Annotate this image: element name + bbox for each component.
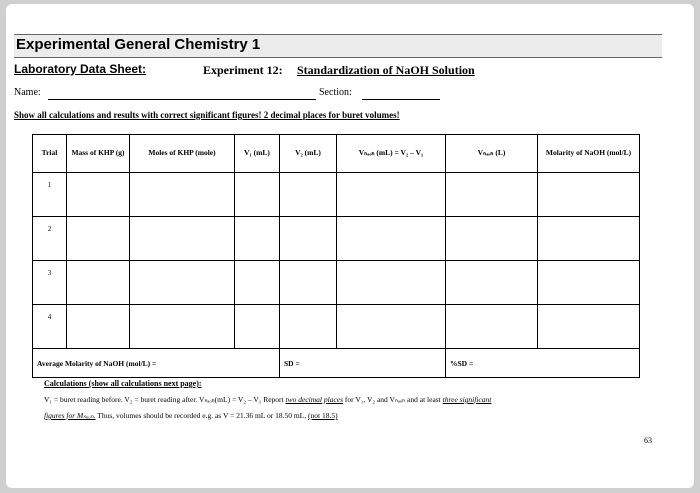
input-cell[interactable] bbox=[130, 261, 235, 305]
course-banner bbox=[14, 34, 662, 58]
calculations-note-line1 bbox=[44, 395, 491, 404]
experiment-label: Experiment 12: bbox=[203, 63, 283, 77]
table-header-row bbox=[33, 135, 640, 173]
section-label: Section: bbox=[319, 87, 352, 98]
input-cell[interactable] bbox=[235, 261, 280, 305]
note-underlined: (not 18.5) bbox=[308, 411, 338, 420]
instruction-text: Show all calculations and results with correct significant figures! 2 decimal places for buret volumes! bbox=[14, 110, 400, 120]
calculations-note-line2 bbox=[44, 411, 338, 420]
input-cell[interactable] bbox=[337, 261, 446, 305]
input-cell[interactable] bbox=[337, 217, 446, 261]
col-header-v2: V₂ (mL) bbox=[280, 135, 337, 173]
name-field[interactable] bbox=[48, 99, 316, 100]
trial-number: 1 bbox=[33, 173, 67, 217]
input-cell[interactable] bbox=[538, 305, 640, 349]
trial-number: 3 bbox=[33, 261, 67, 305]
input-cell[interactable] bbox=[280, 217, 337, 261]
note-emphasis: three significant bbox=[442, 395, 492, 404]
sd-cell[interactable]: SD = bbox=[280, 349, 446, 378]
input-cell[interactable] bbox=[337, 173, 446, 217]
experiment-name: Standardization of NaOH Solution bbox=[297, 63, 475, 77]
course-title: Experimental General Chemistry 1 bbox=[16, 36, 261, 53]
note-text: for V₁, V₂ and Vₙₐₒₕ and at least bbox=[343, 395, 443, 404]
col-header-v1: V₁ (mL) bbox=[235, 135, 280, 173]
input-cell[interactable] bbox=[280, 261, 337, 305]
trial-number: 2 bbox=[33, 217, 67, 261]
summary-row bbox=[33, 349, 640, 378]
input-cell[interactable] bbox=[130, 173, 235, 217]
input-cell[interactable] bbox=[235, 173, 280, 217]
table-row bbox=[33, 305, 640, 349]
note-text: V₁ = buret reading before. V₂ = buret reading after. Vₙₐₒₕ(mL) = V₂ – V₁ Report bbox=[44, 395, 286, 404]
input-cell[interactable] bbox=[235, 305, 280, 349]
col-header-moles-khp: Moles of KHP (mole) bbox=[130, 135, 235, 173]
input-cell[interactable] bbox=[538, 261, 640, 305]
table-row bbox=[33, 173, 640, 217]
name-label: Name: bbox=[14, 87, 41, 98]
note-emphasis: figures for Mₙₐₒₕ. bbox=[44, 411, 96, 420]
col-header-mass-khp: Mass of KHP (g) bbox=[67, 135, 130, 173]
note-text: Thus, volumes should be recorded e.g. as V = 21.36 mL or 18.50 mL, bbox=[95, 411, 309, 420]
input-cell[interactable] bbox=[446, 173, 538, 217]
col-header-trial: Trial bbox=[33, 135, 67, 173]
input-cell[interactable] bbox=[446, 261, 538, 305]
input-cell[interactable] bbox=[67, 173, 130, 217]
input-cell[interactable] bbox=[337, 305, 446, 349]
col-header-vnaoh-l: Vₙₐₒₕ (L) bbox=[446, 135, 538, 173]
input-cell[interactable] bbox=[235, 217, 280, 261]
col-header-molarity: Molarity of NaOH (mol/L) bbox=[538, 135, 640, 173]
input-cell[interactable] bbox=[67, 261, 130, 305]
table-row bbox=[33, 217, 640, 261]
input-cell[interactable] bbox=[538, 217, 640, 261]
input-cell[interactable] bbox=[67, 305, 130, 349]
col-header-vnaoh-ml: Vₙₐₒₕ (mL) = V₂ – V₁ bbox=[337, 135, 446, 173]
note-emphasis: two decimal places bbox=[285, 395, 344, 404]
input-cell[interactable] bbox=[130, 305, 235, 349]
trial-number: 4 bbox=[33, 305, 67, 349]
input-cell[interactable] bbox=[280, 305, 337, 349]
input-cell[interactable] bbox=[446, 217, 538, 261]
input-cell[interactable] bbox=[67, 217, 130, 261]
percent-sd-cell[interactable]: %SD = bbox=[446, 349, 640, 378]
section-field[interactable] bbox=[362, 99, 440, 100]
data-table bbox=[32, 134, 640, 378]
lab-data-sheet-title: Laboratory Data Sheet: bbox=[14, 62, 147, 76]
input-cell[interactable] bbox=[130, 217, 235, 261]
average-molarity-cell[interactable]: Average Molarity of NaOH (mol/L) = bbox=[33, 349, 280, 378]
input-cell[interactable] bbox=[538, 173, 640, 217]
page-number: 63 bbox=[644, 436, 652, 445]
input-cell[interactable] bbox=[280, 173, 337, 217]
table-row bbox=[33, 261, 640, 305]
calculations-heading: Calculations (show all calculations next page): bbox=[44, 379, 202, 388]
input-cell[interactable] bbox=[446, 305, 538, 349]
